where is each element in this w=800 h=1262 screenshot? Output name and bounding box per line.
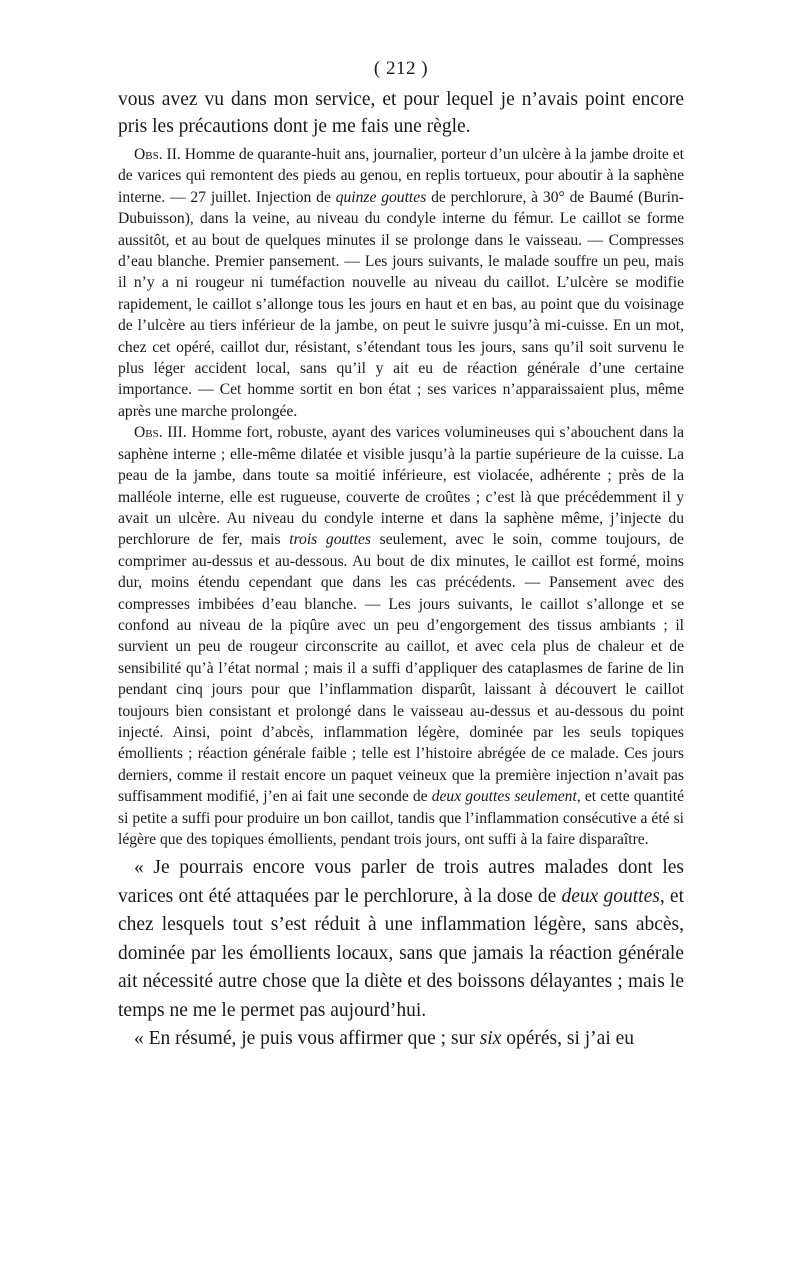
paragraph-summary-text-1: « En résumé, je puis vous affirmer que ; sur bbox=[134, 1028, 480, 1050]
observation-3 bbox=[118, 422, 684, 850]
paragraph-other-patients-emphasis: deux gouttes bbox=[561, 885, 660, 907]
paragraph-other-patients-text-2: , et chez lesquels tout s’est réduit à une inflammation légère, sans abcès, dominée par les émollients locaux, sans que jamais la réaction générale ait nécessité autre chose que la diète et des boissons délayantes ; mais le temps ne me le permet pas aujourd’hui. bbox=[118, 885, 684, 1021]
paragraph-other-patients-text-1: « Je pourrais encore vous parler de trois autres malades dont les varices ont été attaquées par le perchlorure, à la dose de bbox=[118, 857, 684, 907]
observation-3-text-3: , et cette quantité si petite a suffi pour produire un bon caillot, tandis que l’inflammation consécutive a été si légère que des topiques émollients, pendant trois jours, ont suffi à la faire disparaître. bbox=[118, 788, 684, 848]
observation-2 bbox=[118, 144, 684, 422]
observation-3-text-1: Homme fort, robuste, ayant des varices volumineuses qui s’abouchent dans la saphène interne ; elle-même dilatée et visible jusqu’à la partie supérieure de la cuisse. La peau de la jambe, dans toute sa moitié inférieure, est violacée, adhérente ; près de la malléole interne, elle est rugueuse, couverte de croûtes ; c’est là que précédemment il y avait un ulcère. Au niveau du condyle interne et dans la saphène même, j’injecte du perchlorure de fer, mais bbox=[118, 424, 684, 549]
book-page bbox=[118, 58, 684, 1054]
observation-3-emphasis-2: deux gouttes seulement bbox=[431, 788, 577, 806]
observation-2-emphasis-1: quinze gouttes bbox=[335, 188, 427, 206]
observation-3-text-2: seulement, avec le soin, comme toujours, de comprimer au-dessus et au-dessous. Au bout de dix minutes, le caillot est formé, moins dur, moins étendu cependant que dans les cas précédents. — Pansement avec des compresses imbibées d’eau blanche. — Les jours suivants, le caillot s’allonge et se confond au niveau de la piqûre avec un peu d’engorgement des tissus ambiants ; il survient un peu de rougeur circonscrite au caillot, et avec cela plus de chaleur et de sensibilité qu’à l’état normal ; mais il a suffi d’appliquer des cataplasmes de farine de lin pendant cinq jours pour que l’inflammation disparût, laissant à découvert le caillot toujours bien consistant et prolongé dans le vaisseau au-dessus et au-dessous du point injecté. Ainsi, point d’abcès, inflammation légère, dominée par les seuls topiques émollients ; réaction générale faible ; telle est l’histoire abrégée de ce malade. Ces jours derniers, comme il restait encore un paquet veineux que la première injection n’avait pas suffisamment modifié, j’en ai fait une seconde de bbox=[118, 531, 684, 806]
paragraph-other-patients bbox=[118, 854, 684, 1025]
observation-2-label: Obs. II. bbox=[134, 146, 181, 163]
observation-3-emphasis-1: trois gouttes bbox=[289, 531, 371, 549]
observation-2-text-2: de perchlorure, à 30° de Baumé (Burin-Dubuisson), dans la veine, au niveau du condyle interne du fémur. Le caillot se forme aussitôt, et au bout de quelques minutes il se prolonge dans le vaisseau. — Compresses d’eau blanche. Premier pansement. — Les jours suivants, le malade souffre un peu, mais il n’y a ni rougeur ni tuméfaction nouvelle au niveau du caillot. L’ulcère se modifie rapidement, le caillot s’allonge tous les jours en haut et en bas, au point que du voisinage de l’ulcère au tiers inférieur de la jambe, on peut le suivre jusqu’à mi-cuisse. En un mot, chez cet opéré, caillot dur, résistant, s’étendant tous les jours, sans qu’il soit survenu le plus léger accident local, sans qu’il y ait eu de réaction générale d’une certaine importance. — Cet homme sortit en bon état ; ses varices n’apparaissaient plus, même après une marche prolongée. bbox=[118, 188, 684, 420]
intro-paragraph: vous avez vu dans mon service, et pour lequel je n’avais point encore pris les précautions dont je me fais une règle. bbox=[118, 89, 684, 137]
page-number: ( 212 ) bbox=[373, 58, 429, 79]
paragraph-summary-text-2: opérés, si j’ai eu bbox=[501, 1028, 635, 1050]
observation-3-label: Obs. III. bbox=[134, 424, 187, 442]
observation-2-text-1: Homme de quarante-huit ans, journalier, porteur d’un ulcère à la jambe droite et de varices qui remontent des pieds au genou, en replis tortueux, pour aboutir à la saphène interne. — 27 juillet. Injection de bbox=[118, 146, 684, 206]
paragraph-summary-emphasis: six bbox=[479, 1028, 502, 1050]
paragraph-summary bbox=[118, 1025, 684, 1054]
